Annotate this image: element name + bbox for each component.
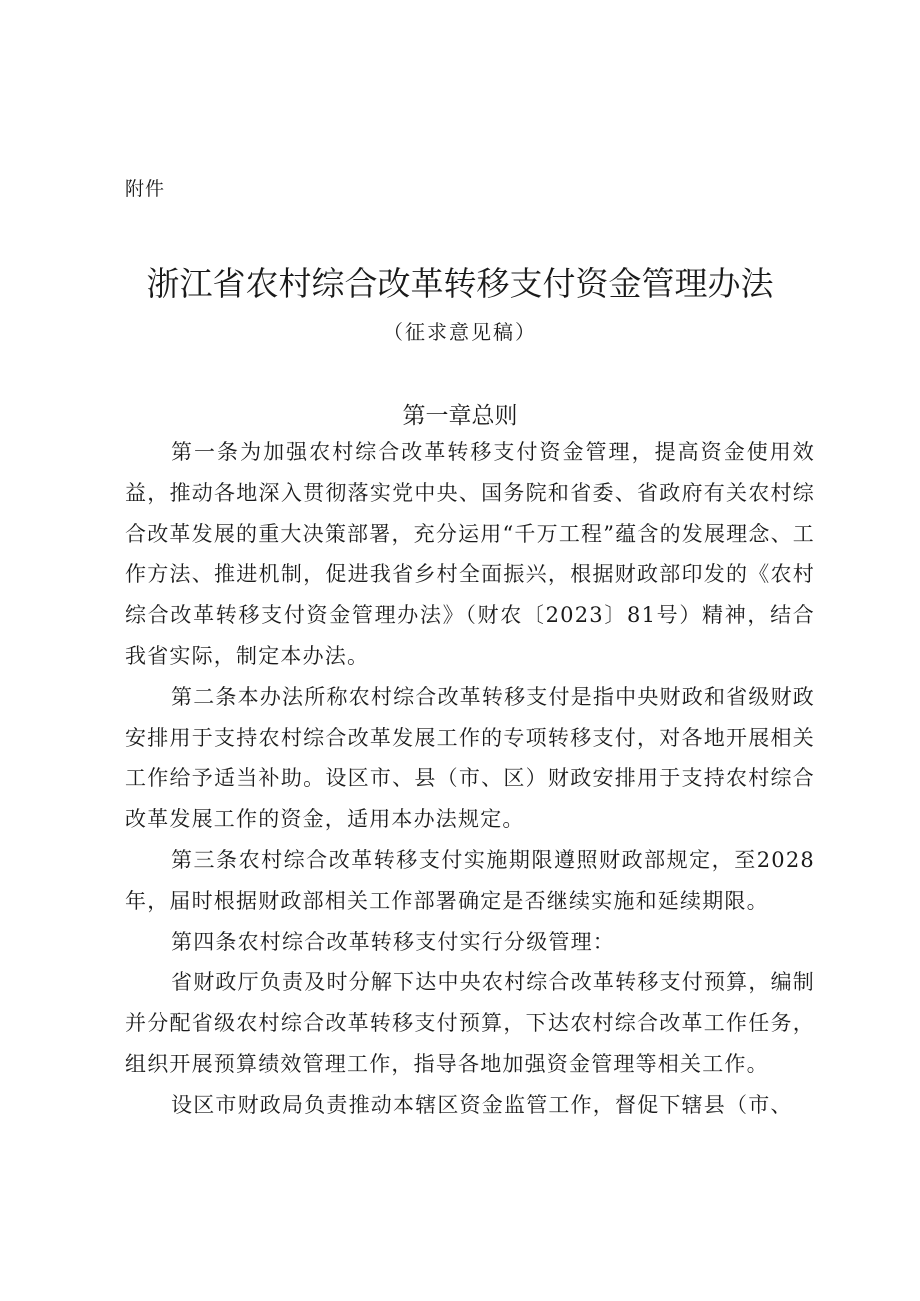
attachment-label: 附件 — [125, 178, 166, 200]
paragraph-article-4: 第四条农村综合改革转移支付实行分级管理： — [171, 929, 615, 954]
document-body — [125, 432, 815, 1126]
paragraph-article-2: 第二条本办法所称农村综合改革转移支付是指中央财政和省级财政安排用于支持农村综合改革发展工作的专项转移支付，对各地开展相关工作给予适当补助。设区市、县（市、区）财政安排用于支持农村综合改革发展工作的资金，适用本办法规定。 — [125, 684, 815, 832]
document-subtitle: （征求意见稿） — [383, 320, 537, 344]
paragraph-article-3: 第三条农村综合改革转移支付实施期限遵照财政部规定，至2028年，届时根据财政部相关工作部署确定是否继续实施和延续期限。 — [125, 847, 815, 913]
paragraph-article-1: 第一条为加强农村综合改革转移支付资金管理，提高资金使用效益，推动各地深入贯彻落实党中央、国务院和省委、省政府有关农村综合改革发展的重大决策部署，充分运用“千万工程”蕴含的发展理念、工作方法、推进机制，促进我省乡村全面振兴，根据财政部印发的《农村综合改革转移支付资金管理办法》（财农〔2023〕81号）精神，结合我省实际，制定本办法。 — [125, 440, 815, 668]
paragraph-article-4-provincial: 省财政厅负责及时分解下达中央农村综合改革转移支付预算，编制并分配省级农村综合改革转移支付预算，下达农村综合改革工作任务，组织开展预算绩效管理工作，指导各地加强资金管理等相关工作。 — [125, 970, 815, 1076]
chapter-heading: 第一章总则 — [402, 403, 518, 429]
paragraph-article-4-city: 设区市财政局负责推动本辖区资金监管工作，督促下辖县（市、 — [171, 1092, 793, 1117]
document-title: 浙江省农村综合改革转移支付资金管理办法 — [146, 264, 774, 303]
